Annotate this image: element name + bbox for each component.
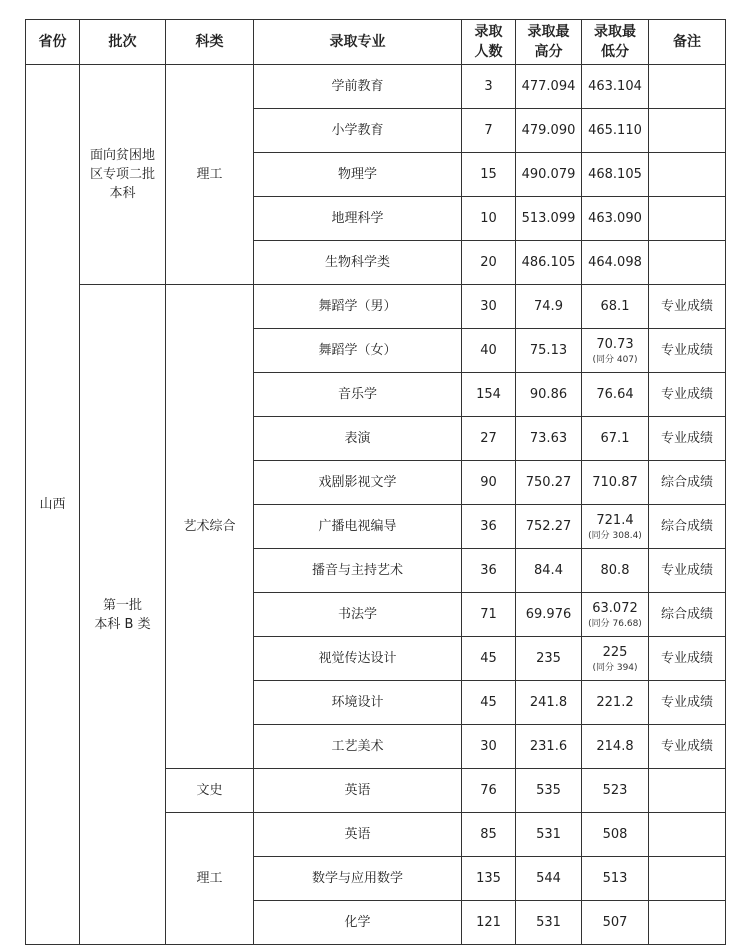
header-row: [26, 20, 726, 65]
max-score-cell: 74.9: [516, 285, 582, 329]
major-cell: 音乐学: [254, 373, 462, 417]
major-cell: 广播电视编导: [254, 505, 462, 549]
header-province: 省份: [26, 20, 80, 65]
table-row: [26, 65, 726, 109]
note-cell: 专业成绩: [649, 417, 726, 461]
batch-a-line2: 区专项二批: [89, 167, 155, 182]
header-count: [462, 20, 516, 65]
max-score-cell: 486.105: [516, 241, 582, 285]
count-cell: 10: [462, 197, 516, 241]
max-score-cell: 84.4: [516, 549, 582, 593]
max-score-cell: 513.099: [516, 197, 582, 241]
max-score-cell: 490.079: [516, 153, 582, 197]
note-cell: [649, 109, 726, 153]
note-cell: 专业成绩: [649, 681, 726, 725]
major-cell: 地理科学: [254, 197, 462, 241]
subject-cell-arts: 艺术综合: [166, 285, 254, 769]
count-cell: 20: [462, 241, 516, 285]
header-count-line1: 录取: [474, 24, 503, 40]
max-score-cell: 90.86: [516, 373, 582, 417]
note-cell: [649, 153, 726, 197]
min-score-cell: [582, 593, 649, 637]
header-max-line1: 录取最: [527, 24, 570, 40]
table-row: [26, 285, 726, 329]
header-subject: 科类: [166, 20, 254, 65]
count-cell: 36: [462, 505, 516, 549]
min-score-cell: 468.105: [582, 153, 649, 197]
header-min-score: [582, 20, 649, 65]
count-cell: 135: [462, 857, 516, 901]
note-cell: [649, 769, 726, 813]
admission-score-table: [25, 19, 726, 945]
min-score-cell: 463.104: [582, 65, 649, 109]
max-score-cell: 73.63: [516, 417, 582, 461]
major-cell: 物理学: [254, 153, 462, 197]
count-cell: 36: [462, 549, 516, 593]
header-max-score: [516, 20, 582, 65]
subject-cell-science: 理工: [166, 65, 254, 285]
min-score-cell: 67.1: [582, 417, 649, 461]
min-score-tie-note: (同分 407): [592, 354, 638, 365]
max-score-cell: 235: [516, 637, 582, 681]
min-score-cell: [582, 505, 649, 549]
header-note: 备注: [649, 20, 726, 65]
note-cell: [649, 857, 726, 901]
note-cell: [649, 197, 726, 241]
note-cell: [649, 241, 726, 285]
count-cell: 121: [462, 901, 516, 945]
batch-cell-first-batch-b: [80, 285, 166, 945]
note-cell: [649, 65, 726, 109]
count-cell: 71: [462, 593, 516, 637]
major-cell: 学前教育: [254, 65, 462, 109]
count-cell: 40: [462, 329, 516, 373]
min-score-cell: [582, 637, 649, 681]
batch-b-line2: 本科 B 类: [94, 616, 151, 632]
major-cell: 表演: [254, 417, 462, 461]
min-score-cell: [582, 329, 649, 373]
min-score-cell: 68.1: [582, 285, 649, 329]
min-score-cell: 513: [582, 857, 649, 901]
max-score-cell: 231.6: [516, 725, 582, 769]
major-cell: 视觉传达设计: [254, 637, 462, 681]
count-cell: 30: [462, 285, 516, 329]
note-cell: 综合成绩: [649, 505, 726, 549]
min-score-cell: 523: [582, 769, 649, 813]
note-cell: 专业成绩: [649, 329, 726, 373]
note-cell: 综合成绩: [649, 593, 726, 637]
major-cell: 舞蹈学（女）: [254, 329, 462, 373]
min-score-cell: 465.110: [582, 109, 649, 153]
major-cell: 舞蹈学（男）: [254, 285, 462, 329]
batch-b-line1: 第一批: [102, 597, 142, 613]
min-score-cell: 221.2: [582, 681, 649, 725]
header-batch: 批次: [80, 20, 166, 65]
min-score-cell: 507: [582, 901, 649, 945]
batch-cell-poverty-special: [80, 65, 166, 285]
major-cell: 数学与应用数学: [254, 857, 462, 901]
max-score-cell: 531: [516, 901, 582, 945]
max-score-cell: 535: [516, 769, 582, 813]
min-score-cell: 508: [582, 813, 649, 857]
batch-a-line1: 面向贫困地: [89, 148, 155, 163]
note-cell: 专业成绩: [649, 725, 726, 769]
count-cell: 27: [462, 417, 516, 461]
note-cell: 专业成绩: [649, 285, 726, 329]
header-major: 录取专业: [254, 20, 462, 65]
province-cell: 山西: [26, 65, 80, 945]
min-score-cell: 80.8: [582, 549, 649, 593]
min-score-value: 721.4: [596, 512, 634, 528]
max-score-cell: 75.13: [516, 329, 582, 373]
max-score-cell: 479.090: [516, 109, 582, 153]
count-cell: 154: [462, 373, 516, 417]
subject-cell-science-b: 理工: [166, 813, 254, 945]
max-score-cell: 752.27: [516, 505, 582, 549]
major-cell: 小学教育: [254, 109, 462, 153]
note-cell: 综合成绩: [649, 461, 726, 505]
note-cell: 专业成绩: [649, 373, 726, 417]
max-score-cell: 750.27: [516, 461, 582, 505]
min-score-cell: 710.87: [582, 461, 649, 505]
max-score-cell: 241.8: [516, 681, 582, 725]
major-cell: 书法学: [254, 593, 462, 637]
count-cell: 76: [462, 769, 516, 813]
max-score-cell: 477.094: [516, 65, 582, 109]
header-max-line2: 高分: [534, 44, 563, 60]
count-cell: 15: [462, 153, 516, 197]
major-cell: 环境设计: [254, 681, 462, 725]
major-cell: 播音与主持艺术: [254, 549, 462, 593]
count-cell: 85: [462, 813, 516, 857]
note-cell: 专业成绩: [649, 637, 726, 681]
min-score-tie-note: (同分 308.4): [588, 530, 642, 541]
min-score-tie-note: (同分 76.68): [588, 618, 642, 629]
max-score-cell: 531: [516, 813, 582, 857]
major-cell: 生物科学类: [254, 241, 462, 285]
count-cell: 3: [462, 65, 516, 109]
min-score-cell: 464.098: [582, 241, 649, 285]
batch-a-line3: 本科: [109, 186, 136, 201]
min-score-value: 70.73: [596, 336, 634, 352]
major-cell: 英语: [254, 813, 462, 857]
major-cell: 戏剧影视文学: [254, 461, 462, 505]
max-score-cell: 69.976: [516, 593, 582, 637]
min-score-cell: 76.64: [582, 373, 649, 417]
count-cell: 30: [462, 725, 516, 769]
count-cell: 45: [462, 637, 516, 681]
count-cell: 90: [462, 461, 516, 505]
min-score-tie-note: (同分 394): [592, 662, 638, 673]
major-cell: 化学: [254, 901, 462, 945]
header-min-line2: 低分: [601, 44, 629, 60]
note-cell: [649, 813, 726, 857]
max-score-cell: 544: [516, 857, 582, 901]
min-score-cell: 463.090: [582, 197, 649, 241]
header-count-line2: 人数: [474, 44, 503, 60]
note-cell: 专业成绩: [649, 549, 726, 593]
count-cell: 7: [462, 109, 516, 153]
header-min-line1: 录取最: [594, 24, 636, 40]
major-cell: 工艺美术: [254, 725, 462, 769]
min-score-value: 225: [602, 644, 628, 660]
note-cell: [649, 901, 726, 945]
major-cell: 英语: [254, 769, 462, 813]
min-score-value: 63.072: [592, 600, 638, 616]
min-score-cell: 214.8: [582, 725, 649, 769]
subject-cell-liberal-arts: 文史: [166, 769, 254, 813]
count-cell: 45: [462, 681, 516, 725]
